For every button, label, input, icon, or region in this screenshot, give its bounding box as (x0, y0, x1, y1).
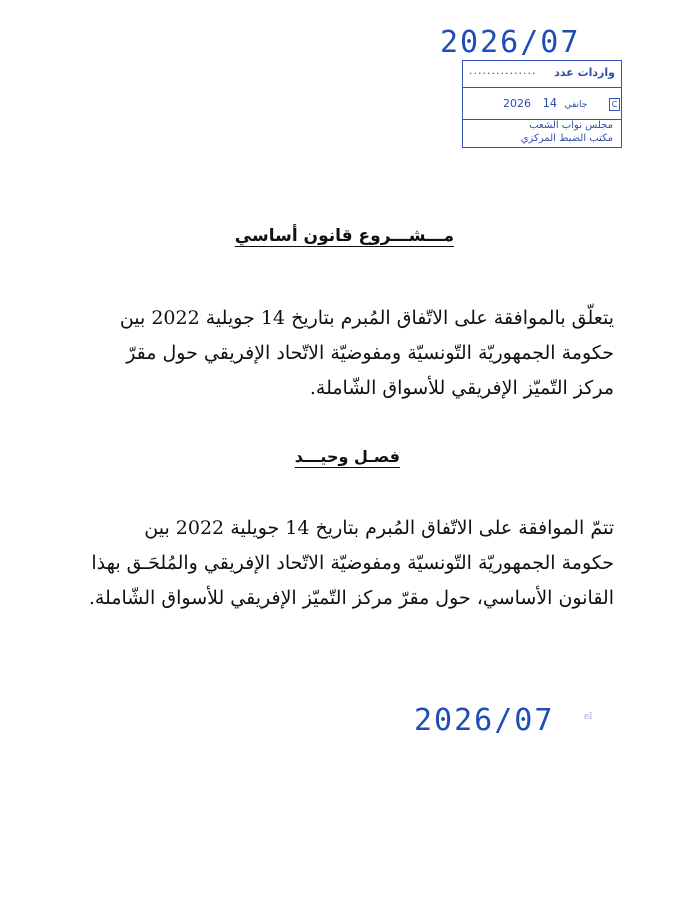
document-title: مـــشـــروع قانون أساسي (234, 226, 454, 246)
stamp-org-line-1: مجلس نواب الشعب (529, 120, 613, 131)
stamp-corner-letter: C (609, 98, 620, 111)
article-paragraph (86, 511, 614, 616)
intro-line: يتعلّق بالموافقة على الاتّفاق المُبرم بتاريخ 14 جويلية 2022 بين (119, 307, 614, 329)
footer-suffix: el (584, 712, 593, 722)
stamp-date (503, 96, 591, 110)
intro-paragraph (86, 301, 614, 406)
header-reference-number: 2026/07 (440, 25, 581, 60)
stamp-date-row (463, 89, 621, 119)
intro-line: مركز التّميّز الإفريقي للأسواق الشّاملة. (309, 377, 614, 399)
article-title: فصـل وحيـــد (294, 447, 400, 466)
stamp-date-year: 2026 (503, 97, 531, 110)
article-line: تتمّ الموافقة على الاتّفاق المُبرم بتاريخ 14 جويلية 2022 بين (144, 517, 614, 539)
stamp-date-month: جانفي (564, 100, 588, 110)
stamp-label-row (463, 63, 621, 88)
intro-line: حكومة الجمهوريّة التّونسيّة ومفوضيّة الاتّحاد الإفريقي حول مقرّ (126, 342, 614, 364)
footer-reference-number: 2026/07 (414, 703, 555, 738)
stamp-label: واردات عدد (554, 66, 615, 79)
reception-stamp (462, 60, 622, 148)
article-line: القانون الأساسي، حول مقرّ مركز التّميّز الإفريقي للأسواق الشّاملة. (88, 587, 614, 609)
stamp-dots: ............... (469, 64, 537, 77)
article-line: حكومة الجمهوريّة التّونسيّة ومفوضيّة الاتّحاد الإفريقي والمُلحَـق بهذا (91, 552, 614, 574)
stamp-org-line-2: مكتب الضبط المركزي (520, 133, 613, 144)
stamp-date-day: 14 (542, 96, 557, 110)
stamp-org-row (463, 119, 621, 148)
